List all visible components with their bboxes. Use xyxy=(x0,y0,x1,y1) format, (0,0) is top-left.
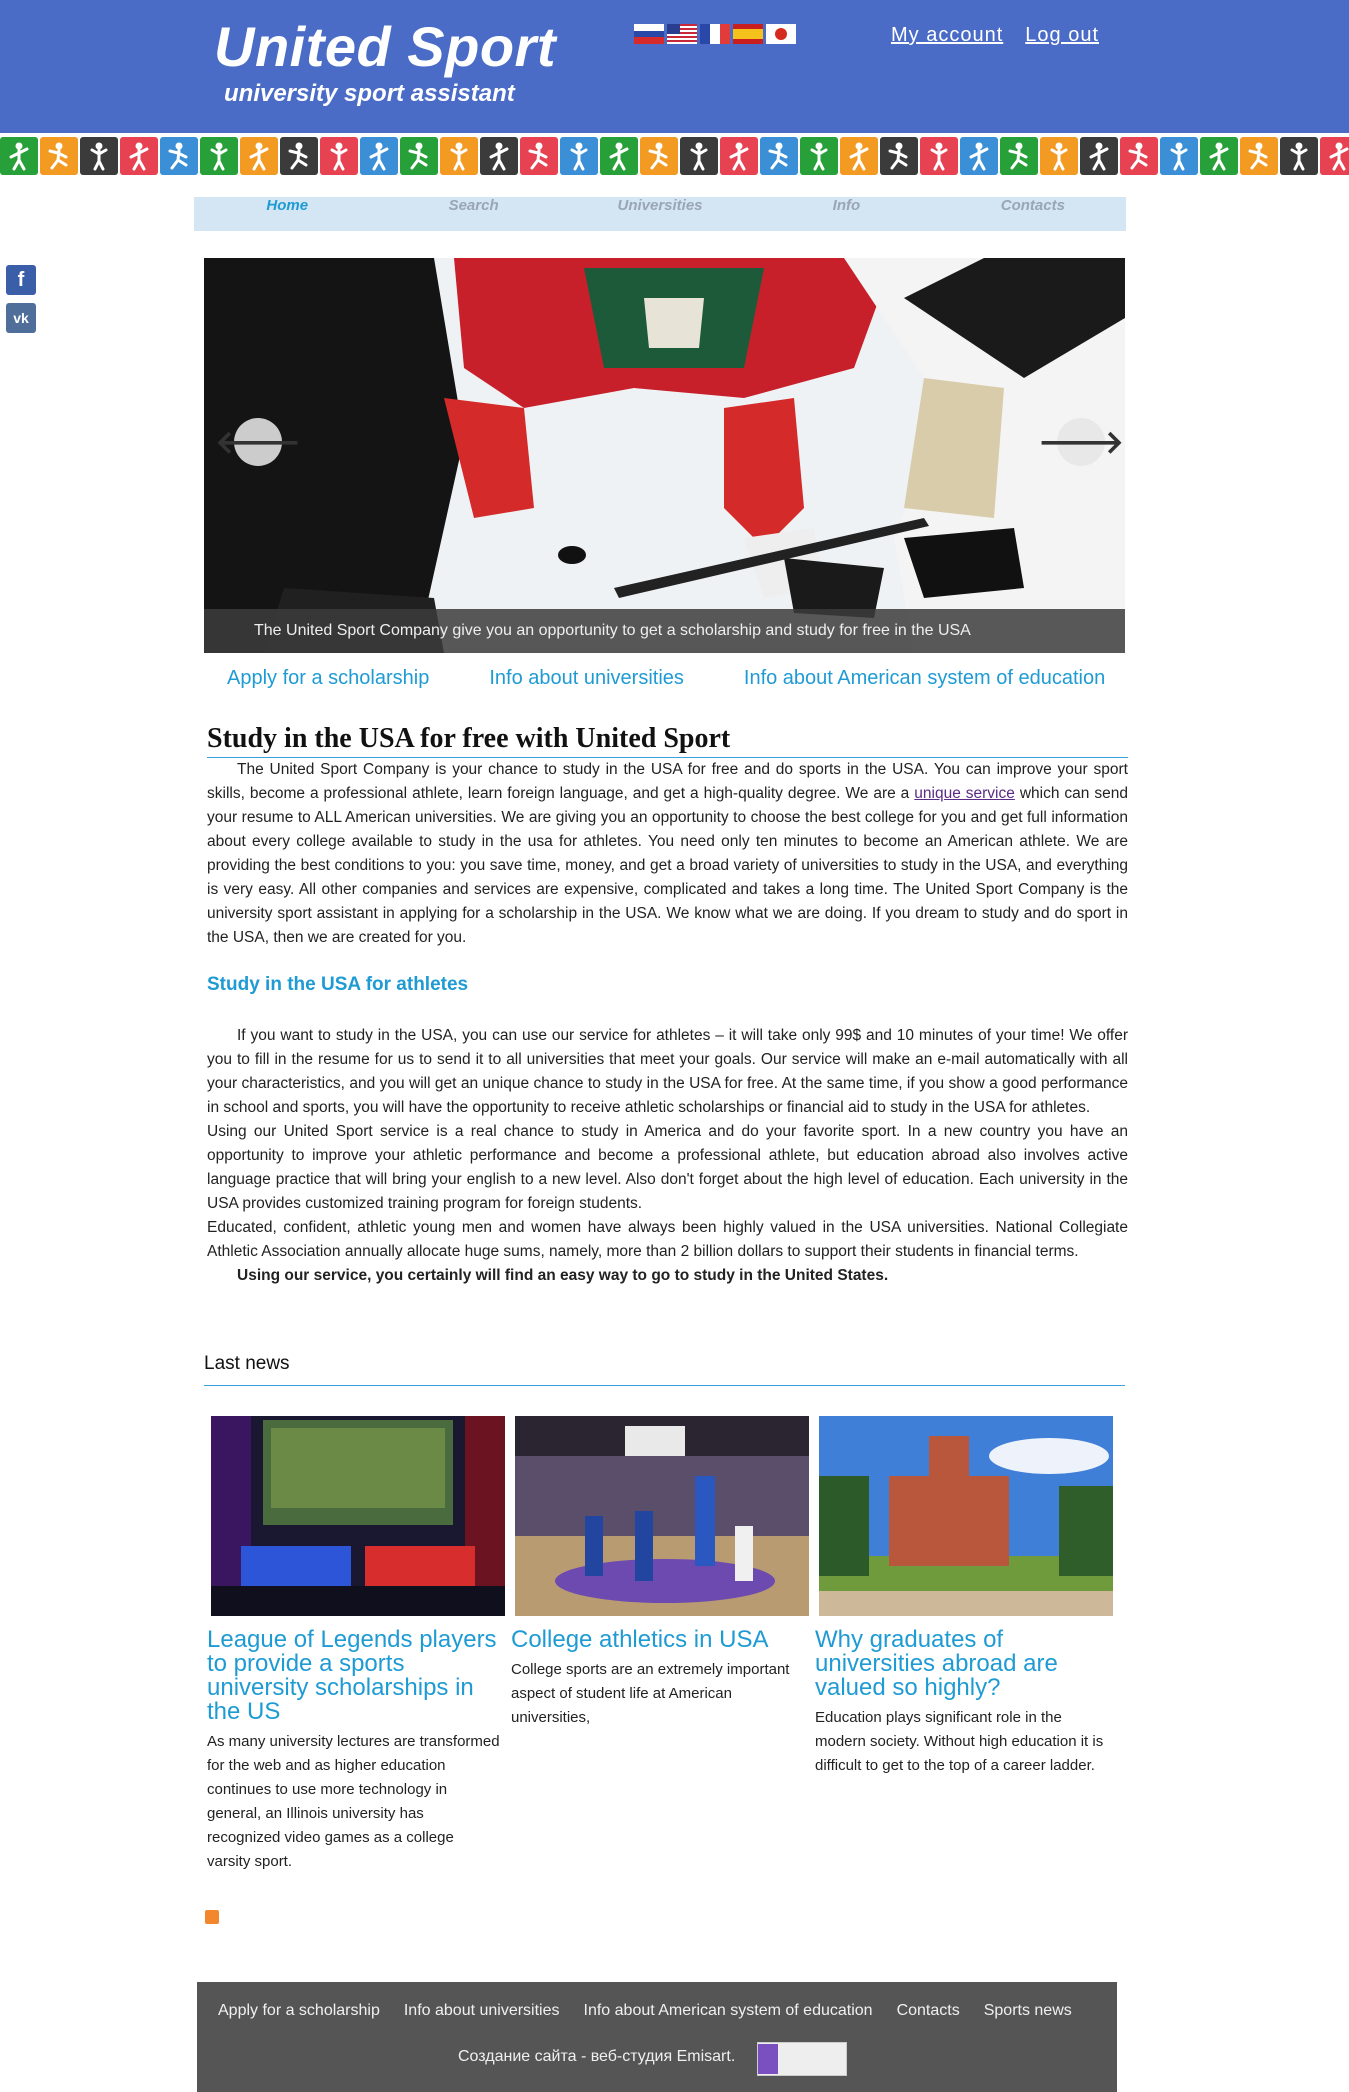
sports-pictogram-strip xyxy=(0,137,1349,177)
sport-pictogram-icon xyxy=(360,137,398,175)
sport-pictogram-icon xyxy=(920,137,958,175)
sport-pictogram-icon xyxy=(120,137,158,175)
news-excerpt: College sports are an extremely important aspect of student life at American universities, xyxy=(511,1661,790,1726)
sport-pictogram-icon xyxy=(240,137,278,175)
news-section-title: Last news xyxy=(204,1353,1125,1386)
sport-pictogram-icon xyxy=(280,137,318,175)
news-excerpt: Education plays significant role in the modern society. Without high education it is difficult to get to the top of a career ladder. xyxy=(815,1709,1104,1774)
news-image-basketball[interactable] xyxy=(515,1416,809,1616)
footer-link[interactable]: Apply for a scholarship xyxy=(218,2002,380,2019)
site-header xyxy=(0,0,1349,133)
article-paragraph-3: Using our United Sport service is a real chance to study in America and do your favorite sport. In a new country you have an opportunity to improve your athletic performance and become a professional athlete, but education abroad also involves active language practice that will bring your english to a new level. Also don't forget about the high level of education. Each university in the USA provides customized training program for foreign students. xyxy=(207,1123,1128,1212)
vk-icon[interactable]: vk xyxy=(6,303,36,333)
sport-pictogram-icon xyxy=(480,137,518,175)
news-title[interactable]: College athletics in USA xyxy=(511,1626,769,1653)
sport-pictogram-icon xyxy=(320,137,358,175)
quick-links xyxy=(227,667,1105,690)
ru-flag-icon[interactable] xyxy=(634,24,664,44)
sport-pictogram-icon xyxy=(1240,137,1278,175)
arrow-left-icon: 🡐 xyxy=(215,423,301,461)
quick-link[interactable]: Apply for a scholarship xyxy=(227,667,430,689)
sport-pictogram-icon xyxy=(1120,137,1158,175)
sport-pictogram-icon xyxy=(1280,137,1318,175)
sport-pictogram-icon xyxy=(680,137,718,175)
arrow-right-icon: 🡒 xyxy=(1038,423,1124,461)
sport-pictogram-icon xyxy=(640,137,678,175)
news-image-campus[interactable] xyxy=(819,1416,1113,1616)
article-paragraph-2: If you want to study in the USA, you can use our service for athletes – it will take only 99$ and 10 minutes of your time! We offer you to fill in the resume for us to send it to all universities that meet your goals. Our service will make an e-mail automatically with all your characteristics, and you will get an unique chance to study in the USA for free. At the same time, if you show a good performance in school and sports, you will have the opportunity to receive athletic scholarships or financial aid to study in the USA for athletes. xyxy=(207,1027,1128,1116)
language-flags xyxy=(634,24,796,44)
article-subheading: Study in the USA for athletes xyxy=(207,974,469,995)
quick-link[interactable]: Info about American system of education xyxy=(743,667,1106,689)
sport-pictogram-icon xyxy=(1200,137,1238,175)
footer-link[interactable]: Sports news xyxy=(983,2002,1072,2019)
visitor-counter-badge[interactable] xyxy=(757,2042,847,2076)
site-title[interactable]: United Sport xyxy=(214,15,556,78)
footer-link[interactable]: Info about American system of education xyxy=(583,2002,873,2019)
hero-slider[interactable] xyxy=(204,258,1125,653)
sport-pictogram-icon xyxy=(1080,137,1118,175)
sport-pictogram-icon xyxy=(800,137,838,175)
news-card[interactable] xyxy=(815,1416,1109,1874)
site-subtitle: university sport assistant xyxy=(224,80,515,107)
news-title[interactable]: Why graduates of universities abroad are valued so highly? xyxy=(815,1626,1058,1701)
footer-credit[interactable]: Создание сайта - веб-студия Emisart. xyxy=(458,2048,736,2065)
sport-pictogram-icon xyxy=(840,137,878,175)
sport-pictogram-icon xyxy=(880,137,918,175)
my-account-link[interactable]: My account xyxy=(891,24,1004,46)
news-card[interactable] xyxy=(511,1416,805,1874)
footer-link[interactable]: Info about universities xyxy=(403,2002,560,2019)
news-image-esports[interactable] xyxy=(211,1416,505,1616)
sport-pictogram-icon xyxy=(400,137,438,175)
article-heading: Study in the USA for free with United Sport xyxy=(207,723,1128,758)
counter-logo-icon xyxy=(758,2044,778,2074)
news-card[interactable] xyxy=(207,1416,501,1874)
sport-pictogram-icon xyxy=(80,137,118,175)
jp-flag-icon[interactable] xyxy=(766,24,796,44)
nav-item-home[interactable]: Home xyxy=(266,197,309,214)
site-footer xyxy=(197,1982,1117,2092)
nav-item-universities[interactable]: Universities xyxy=(617,197,703,214)
hockey-photo xyxy=(204,258,1125,653)
footer-links xyxy=(218,2002,1072,2020)
social-links xyxy=(6,265,36,333)
paragraph-text: which can send your resume to ALL American universities. We are giving you an opportunity to choose the best college for you and get full information about every college available to study in the usa for athletes. You need only ten minutes to become an American athlete. We are providing the best conditions to you: you save time, money, and get a broad variety of universities to study in the USA, and everything is very easy. All other companies and services are expensive, complicated and takes a long time. The United Sport Company is the university sport assistant in applying for a scholarship in the USA. We know what we are doing. If you dream to study and do sport in the USA, then we are created for you. xyxy=(207,785,1128,946)
sport-pictogram-icon xyxy=(720,137,758,175)
us-flag-icon[interactable] xyxy=(667,24,697,44)
quick-link[interactable]: Info about universities xyxy=(489,667,684,689)
news-excerpt: As many university lectures are transformed for the web and as higher education continues to use more technology in general, an Illinois university has recognized video games as a college varsity sport. xyxy=(207,1733,500,1870)
sport-pictogram-icon xyxy=(1320,137,1349,175)
sport-pictogram-icon xyxy=(1000,137,1038,175)
nav-item-info[interactable]: Info xyxy=(832,197,861,214)
sport-pictogram-icon xyxy=(560,137,598,175)
article-paragraph-5: Using our service, you certainly will find an easy way to go to study in the United States. xyxy=(237,1267,889,1284)
sport-pictogram-icon xyxy=(160,137,198,175)
facebook-icon[interactable]: f xyxy=(6,265,36,295)
nav-item-contacts[interactable]: Contacts xyxy=(1000,197,1065,214)
rss-icon[interactable] xyxy=(205,1910,219,1924)
news-title[interactable]: League of Legends players to provide a sports university scholarships in the US xyxy=(207,1626,497,1725)
sport-pictogram-icon xyxy=(440,137,478,175)
main-nav xyxy=(194,197,1126,231)
article-paragraph-1 xyxy=(207,758,1128,950)
sport-pictogram-icon xyxy=(600,137,638,175)
sport-pictogram-icon xyxy=(1160,137,1198,175)
slider-next-button[interactable] xyxy=(1038,418,1124,466)
sport-pictogram-icon xyxy=(760,137,798,175)
sport-pictogram-icon xyxy=(0,137,38,175)
sport-pictogram-icon xyxy=(40,137,78,175)
article-paragraph-4: Educated, confident, athletic young men and women have always been highly valued in the USA universities. National Collegiate Athletic Association annually allocate huge sums, namely, more than 2 billion dollars to support their students in financial terms. xyxy=(207,1219,1128,1260)
footer-link[interactable]: Contacts xyxy=(896,2002,960,2019)
unique-service-link[interactable]: unique service xyxy=(914,785,1015,802)
slider-prev-button[interactable] xyxy=(215,418,301,466)
nav-item-search[interactable]: Search xyxy=(448,197,499,214)
sport-pictogram-icon xyxy=(520,137,558,175)
sport-pictogram-icon xyxy=(1040,137,1078,175)
sport-pictogram-icon xyxy=(200,137,238,175)
main-article xyxy=(207,723,1128,1288)
sport-pictogram-icon xyxy=(960,137,998,175)
paragraph-text: The United Sport Company is your chance to study in the USA for free and do sports in the USA. You can improve your sport skills, become a professional athlete, learn foreign language, and get a high-quality degree. We are a xyxy=(207,761,1128,802)
es-flag-icon[interactable] xyxy=(733,24,763,44)
logout-link[interactable]: Log out xyxy=(1025,24,1099,46)
news-list xyxy=(207,1416,1127,1874)
account-links xyxy=(891,24,1099,47)
fr-flag-icon[interactable] xyxy=(700,24,730,44)
slider-caption: The United Sport Company give you an opportunity to get a scholarship and study for free in the USA xyxy=(204,609,1125,653)
